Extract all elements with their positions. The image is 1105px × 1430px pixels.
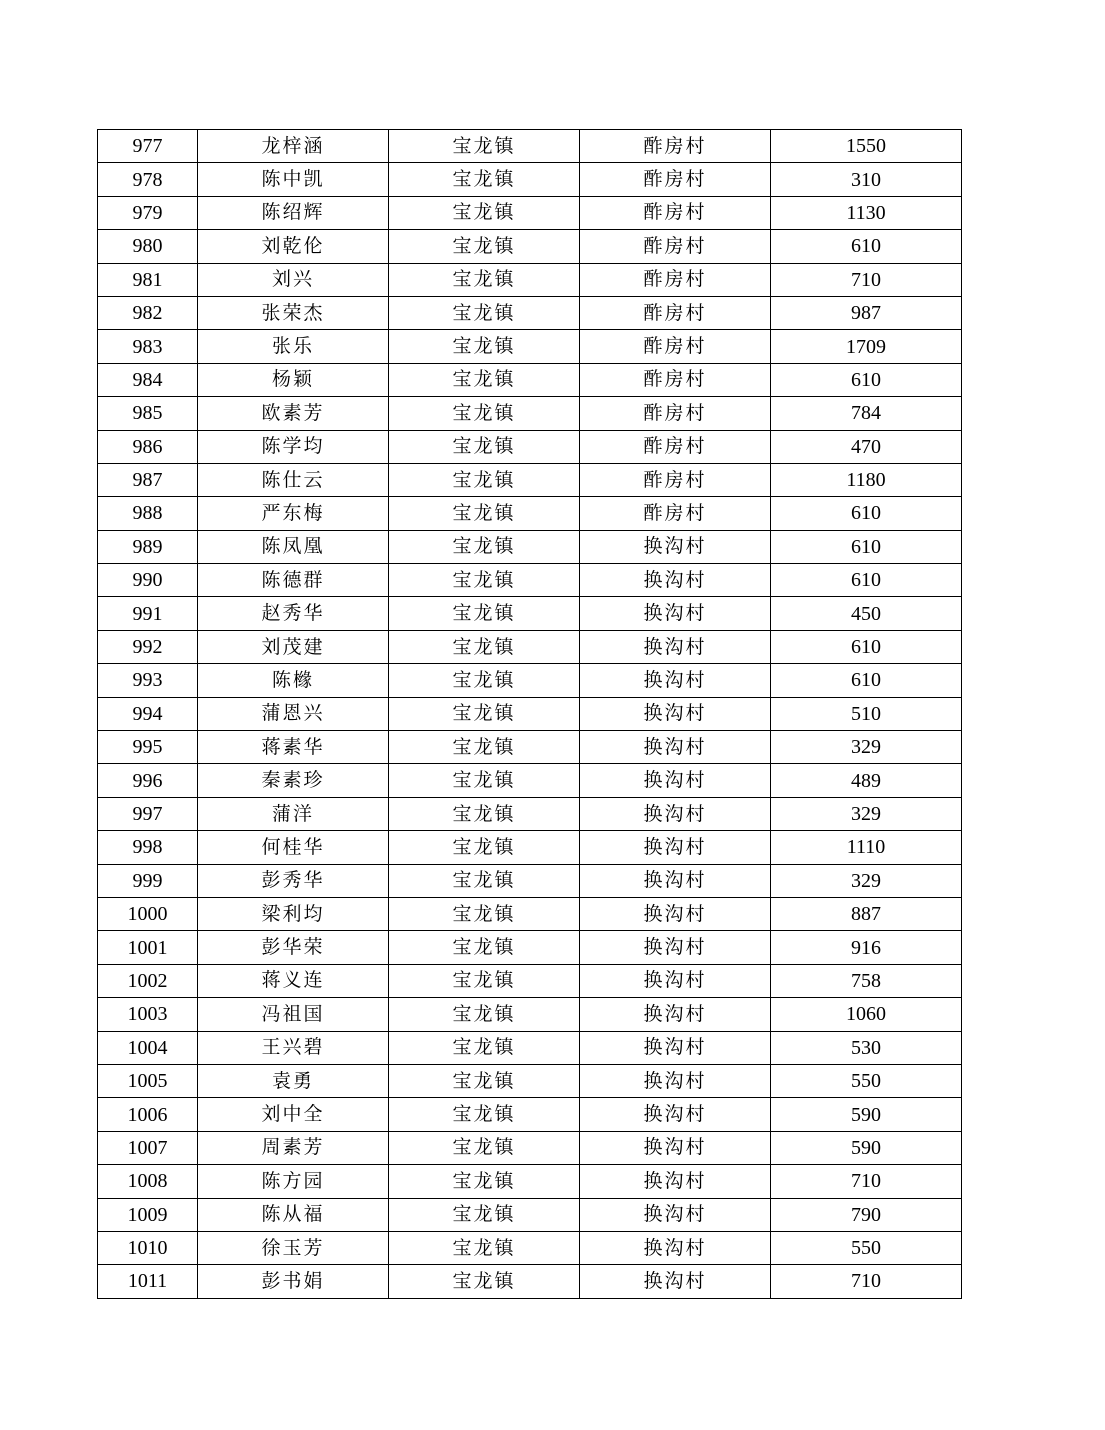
amount-cell: 610 <box>771 497 962 530</box>
amount-cell: 1060 <box>771 998 962 1031</box>
village-cell: 换沟村 <box>580 697 771 730</box>
name-cell: 彭华荣 <box>198 931 389 964</box>
amount-cell: 1180 <box>771 463 962 496</box>
amount-cell: 1130 <box>771 196 962 229</box>
table-row <box>98 163 962 196</box>
amount-cell: 550 <box>771 1231 962 1264</box>
name-cell: 刘中全 <box>198 1098 389 1131</box>
name-cell: 严东梅 <box>198 497 389 530</box>
row-index-cell: 1003 <box>98 998 198 1031</box>
name-cell: 陈方园 <box>198 1165 389 1198</box>
village-cell: 换沟村 <box>580 530 771 563</box>
town-cell: 宝龙镇 <box>389 864 580 897</box>
village-cell: 换沟村 <box>580 1265 771 1298</box>
village-cell: 换沟村 <box>580 831 771 864</box>
table-row <box>98 630 962 663</box>
town-cell: 宝龙镇 <box>389 230 580 263</box>
row-index-cell: 987 <box>98 463 198 496</box>
name-cell: 周素芳 <box>198 1131 389 1164</box>
table-row <box>98 597 962 630</box>
row-index-cell: 998 <box>98 831 198 864</box>
amount-cell: 610 <box>771 564 962 597</box>
row-index-cell: 985 <box>98 397 198 430</box>
town-cell: 宝龙镇 <box>389 664 580 697</box>
table-row <box>98 363 962 396</box>
town-cell: 宝龙镇 <box>389 463 580 496</box>
village-cell: 酢房村 <box>580 296 771 329</box>
table-row <box>98 1064 962 1097</box>
amount-cell: 610 <box>771 363 962 396</box>
village-cell: 酢房村 <box>580 230 771 263</box>
name-cell: 蒲洋 <box>198 797 389 830</box>
village-cell: 酢房村 <box>580 397 771 430</box>
name-cell: 赵秀华 <box>198 597 389 630</box>
name-cell: 秦素珍 <box>198 764 389 797</box>
row-index-cell: 1011 <box>98 1265 198 1298</box>
amount-cell: 489 <box>771 764 962 797</box>
table-row <box>98 1098 962 1131</box>
row-index-cell: 990 <box>98 564 198 597</box>
amount-cell: 1110 <box>771 831 962 864</box>
table-row <box>98 1231 962 1264</box>
row-index-cell: 999 <box>98 864 198 897</box>
town-cell: 宝龙镇 <box>389 797 580 830</box>
amount-cell: 470 <box>771 430 962 463</box>
table-row <box>98 430 962 463</box>
name-cell: 徐玉芳 <box>198 1231 389 1264</box>
town-cell: 宝龙镇 <box>389 397 580 430</box>
row-index-cell: 993 <box>98 664 198 697</box>
village-cell: 酢房村 <box>580 363 771 396</box>
village-cell: 换沟村 <box>580 1198 771 1231</box>
table-row <box>98 697 962 730</box>
amount-cell: 530 <box>771 1031 962 1064</box>
village-cell: 酢房村 <box>580 130 771 163</box>
village-cell: 换沟村 <box>580 1031 771 1064</box>
table-row <box>98 864 962 897</box>
row-index-cell: 1007 <box>98 1131 198 1164</box>
amount-cell: 784 <box>771 397 962 430</box>
table-row <box>98 1198 962 1231</box>
table-row <box>98 130 962 163</box>
town-cell: 宝龙镇 <box>389 764 580 797</box>
name-cell: 刘兴 <box>198 263 389 296</box>
name-cell: 张荣杰 <box>198 296 389 329</box>
row-index-cell: 1001 <box>98 931 198 964</box>
table-row <box>98 964 962 997</box>
amount-cell: 987 <box>771 296 962 329</box>
amount-cell: 510 <box>771 697 962 730</box>
row-index-cell: 1005 <box>98 1064 198 1097</box>
name-cell: 陈学均 <box>198 430 389 463</box>
town-cell: 宝龙镇 <box>389 497 580 530</box>
table-row <box>98 397 962 430</box>
amount-cell: 329 <box>771 797 962 830</box>
town-cell: 宝龙镇 <box>389 564 580 597</box>
name-cell: 陈仕云 <box>198 463 389 496</box>
amount-cell: 710 <box>771 263 962 296</box>
name-cell: 蒋义连 <box>198 964 389 997</box>
village-cell: 酢房村 <box>580 163 771 196</box>
town-cell: 宝龙镇 <box>389 1165 580 1198</box>
row-index-cell: 977 <box>98 130 198 163</box>
row-index-cell: 1000 <box>98 897 198 930</box>
row-index-cell: 1008 <box>98 1165 198 1198</box>
town-cell: 宝龙镇 <box>389 597 580 630</box>
table-row <box>98 1131 962 1164</box>
name-cell: 龙梓涵 <box>198 130 389 163</box>
amount-cell: 758 <box>771 964 962 997</box>
row-index-cell: 979 <box>98 196 198 229</box>
row-index-cell: 1006 <box>98 1098 198 1131</box>
amount-cell: 610 <box>771 230 962 263</box>
village-cell: 酢房村 <box>580 263 771 296</box>
table-row <box>98 931 962 964</box>
table-row <box>98 230 962 263</box>
row-index-cell: 995 <box>98 731 198 764</box>
table-row <box>98 831 962 864</box>
name-cell: 何桂华 <box>198 831 389 864</box>
village-cell: 换沟村 <box>580 664 771 697</box>
data-table <box>97 129 962 1299</box>
town-cell: 宝龙镇 <box>389 130 580 163</box>
row-index-cell: 994 <box>98 697 198 730</box>
table-row <box>98 263 962 296</box>
row-index-cell: 1002 <box>98 964 198 997</box>
amount-cell: 887 <box>771 897 962 930</box>
village-cell: 酢房村 <box>580 330 771 363</box>
amount-cell: 550 <box>771 1064 962 1097</box>
town-cell: 宝龙镇 <box>389 897 580 930</box>
name-cell: 王兴碧 <box>198 1031 389 1064</box>
town-cell: 宝龙镇 <box>389 1231 580 1264</box>
name-cell: 欧素芳 <box>198 397 389 430</box>
table-row <box>98 897 962 930</box>
table-row <box>98 497 962 530</box>
table-row <box>98 998 962 1031</box>
name-cell: 冯祖国 <box>198 998 389 1031</box>
amount-cell: 329 <box>771 864 962 897</box>
name-cell: 彭秀华 <box>198 864 389 897</box>
name-cell: 彭书娟 <box>198 1265 389 1298</box>
row-index-cell: 996 <box>98 764 198 797</box>
village-cell: 换沟村 <box>580 864 771 897</box>
amount-cell: 916 <box>771 931 962 964</box>
name-cell: 刘茂建 <box>198 630 389 663</box>
name-cell: 蒋素华 <box>198 731 389 764</box>
name-cell: 陈德群 <box>198 564 389 597</box>
amount-cell: 1550 <box>771 130 962 163</box>
amount-cell: 450 <box>771 597 962 630</box>
village-cell: 换沟村 <box>580 564 771 597</box>
row-index-cell: 988 <box>98 497 198 530</box>
village-cell: 换沟村 <box>580 1098 771 1131</box>
village-cell: 换沟村 <box>580 1231 771 1264</box>
row-index-cell: 991 <box>98 597 198 630</box>
town-cell: 宝龙镇 <box>389 998 580 1031</box>
town-cell: 宝龙镇 <box>389 330 580 363</box>
town-cell: 宝龙镇 <box>389 964 580 997</box>
village-cell: 换沟村 <box>580 964 771 997</box>
village-cell: 换沟村 <box>580 897 771 930</box>
row-index-cell: 1004 <box>98 1031 198 1064</box>
town-cell: 宝龙镇 <box>389 196 580 229</box>
table-row <box>98 1165 962 1198</box>
row-index-cell: 989 <box>98 530 198 563</box>
table-row <box>98 296 962 329</box>
village-cell: 酢房村 <box>580 196 771 229</box>
table-row <box>98 463 962 496</box>
name-cell: 陈从福 <box>198 1198 389 1231</box>
name-cell: 陈凤凰 <box>198 530 389 563</box>
row-index-cell: 984 <box>98 363 198 396</box>
row-index-cell: 1010 <box>98 1231 198 1264</box>
name-cell: 袁勇 <box>198 1064 389 1097</box>
town-cell: 宝龙镇 <box>389 1064 580 1097</box>
town-cell: 宝龙镇 <box>389 1031 580 1064</box>
town-cell: 宝龙镇 <box>389 296 580 329</box>
town-cell: 宝龙镇 <box>389 731 580 764</box>
amount-cell: 1709 <box>771 330 962 363</box>
name-cell: 陈橼 <box>198 664 389 697</box>
town-cell: 宝龙镇 <box>389 163 580 196</box>
village-cell: 换沟村 <box>580 764 771 797</box>
amount-cell: 710 <box>771 1265 962 1298</box>
amount-cell: 610 <box>771 530 962 563</box>
table-row <box>98 1265 962 1298</box>
amount-cell: 790 <box>771 1198 962 1231</box>
name-cell: 陈中凯 <box>198 163 389 196</box>
village-cell: 换沟村 <box>580 1165 771 1198</box>
name-cell: 陈绍辉 <box>198 196 389 229</box>
amount-cell: 310 <box>771 163 962 196</box>
row-index-cell: 978 <box>98 163 198 196</box>
amount-cell: 610 <box>771 630 962 663</box>
town-cell: 宝龙镇 <box>389 831 580 864</box>
village-cell: 换沟村 <box>580 1131 771 1164</box>
amount-cell: 590 <box>771 1131 962 1164</box>
village-cell: 换沟村 <box>580 931 771 964</box>
table-row <box>98 764 962 797</box>
table-body <box>98 130 962 1299</box>
town-cell: 宝龙镇 <box>389 1265 580 1298</box>
table-row <box>98 330 962 363</box>
village-cell: 换沟村 <box>580 998 771 1031</box>
village-cell: 换沟村 <box>580 731 771 764</box>
table-row <box>98 1031 962 1064</box>
row-index-cell: 992 <box>98 630 198 663</box>
table-row <box>98 530 962 563</box>
amount-cell: 610 <box>771 664 962 697</box>
village-cell: 酢房村 <box>580 430 771 463</box>
town-cell: 宝龙镇 <box>389 697 580 730</box>
village-cell: 换沟村 <box>580 597 771 630</box>
name-cell: 杨颖 <box>198 363 389 396</box>
town-cell: 宝龙镇 <box>389 363 580 396</box>
town-cell: 宝龙镇 <box>389 1131 580 1164</box>
row-index-cell: 981 <box>98 263 198 296</box>
village-cell: 换沟村 <box>580 797 771 830</box>
village-cell: 酢房村 <box>580 463 771 496</box>
row-index-cell: 982 <box>98 296 198 329</box>
name-cell: 张乐 <box>198 330 389 363</box>
town-cell: 宝龙镇 <box>389 1098 580 1131</box>
row-index-cell: 980 <box>98 230 198 263</box>
row-index-cell: 997 <box>98 797 198 830</box>
name-cell: 刘乾伦 <box>198 230 389 263</box>
village-cell: 酢房村 <box>580 497 771 530</box>
table-row <box>98 564 962 597</box>
table-row <box>98 797 962 830</box>
town-cell: 宝龙镇 <box>389 430 580 463</box>
town-cell: 宝龙镇 <box>389 530 580 563</box>
table-row <box>98 731 962 764</box>
table-row <box>98 664 962 697</box>
name-cell: 蒲恩兴 <box>198 697 389 730</box>
town-cell: 宝龙镇 <box>389 931 580 964</box>
village-cell: 换沟村 <box>580 1064 771 1097</box>
name-cell: 梁利均 <box>198 897 389 930</box>
town-cell: 宝龙镇 <box>389 1198 580 1231</box>
table-row <box>98 196 962 229</box>
village-cell: 换沟村 <box>580 630 771 663</box>
town-cell: 宝龙镇 <box>389 630 580 663</box>
town-cell: 宝龙镇 <box>389 263 580 296</box>
amount-cell: 329 <box>771 731 962 764</box>
row-index-cell: 983 <box>98 330 198 363</box>
amount-cell: 590 <box>771 1098 962 1131</box>
row-index-cell: 1009 <box>98 1198 198 1231</box>
row-index-cell: 986 <box>98 430 198 463</box>
amount-cell: 710 <box>771 1165 962 1198</box>
